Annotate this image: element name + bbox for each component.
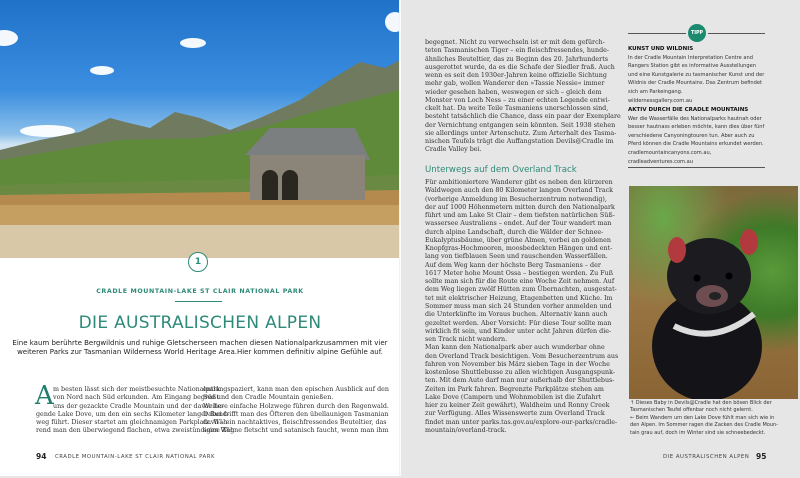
- gutter: [399, 0, 401, 476]
- text-line: wirklich fit sein, und Kinder unter acht Jahren dürfen die-: [425, 327, 612, 335]
- text-line: Lake Dove (Campern und Wohnmobilen ist die Zufahrt: [425, 393, 602, 401]
- text-line: ↑ Dieses Baby in Devils@Cradle hat den bösen Blick der: [630, 400, 772, 406]
- text-line: ckelt hat. Da weite Teile Tasmaniens unerschlossen sind,: [425, 105, 609, 113]
- tipp-box-active: [628, 106, 773, 166]
- text-line: Hier kommen definitiv alpine Gefühle auf.: [236, 348, 383, 357]
- body-column-1: [36, 386, 235, 436]
- text-line: See und den Cradle Mountain genießen.: [203, 394, 334, 402]
- text-line: wassersee Australiens – endet. Auf der Tour wandert man: [425, 220, 612, 228]
- text-line: durch alpine Landschaft, durch die Wälder der Schnee-: [425, 228, 604, 236]
- body-paragraph-1: [425, 39, 621, 155]
- text-line: Monster von Loch Ness – zu einer echten Legende entwi-: [425, 96, 610, 104]
- text-line: seine Zähne fletscht und satanisch faucht, wenn man ihm: [203, 427, 389, 435]
- text-line: Sommer muss man sich 24 Stunden vorher anmelden und: [425, 302, 612, 310]
- tipp-box-art: [628, 45, 773, 105]
- section-heading: Unterwegs auf dem Overland Track: [425, 165, 577, 175]
- text-line: ← Beim Wandern um den Lake Dove fühlt man sich wie in: [630, 414, 775, 421]
- tipp-badge: TIPP: [688, 24, 706, 42]
- chapter-kicker: CRADLE MOUNTAIN-LAKE ST CLAIR NATIONAL PARK: [96, 288, 304, 295]
- text-line: weg führt. Dieser startet am gleichnamigen Parkplatz. Wäh-: [36, 419, 230, 427]
- text-line: gezeltet werden. Aber Vorsicht: Für diese Tour sollte man: [425, 319, 612, 327]
- text-line: Weitere einfache Holzwege führen durch den Regenwald.: [203, 402, 389, 410]
- text-line: sich am Parkeingang.: [628, 88, 683, 95]
- page-title: DIE AUSTRALISCHEN ALPEN: [78, 313, 322, 333]
- text-line: Wer die Wasserfälle des Nationalparks hautnah oder: [628, 115, 762, 122]
- text-line: den Overland Track besichtigen. Vom Besucherzentrum aus: [425, 352, 619, 360]
- running-head-right: DIE AUSTRALISCHEN ALPEN: [663, 454, 750, 460]
- text-line: tet mit elektrischer Heizung, Etagenbetten und Küche. Im: [425, 294, 613, 302]
- text-line: sollte man sich für die Route eine Woche Zeit nehmen. Auf: [425, 278, 615, 286]
- text-line: von Nord nach Süd erkunden. Am Eingang begrüßt: [53, 394, 219, 402]
- tipp-text: [628, 115, 773, 167]
- text-line: führt und am Lake St Clair – dem tiefsten natürlichen Süß-: [425, 212, 615, 220]
- text-line: zur Verfügung. Alles Wissenswerte zum Overland Track: [425, 410, 605, 418]
- text-line: dem Weg liegen zwölf Hütten zum Übernachten, ausgestat-: [425, 286, 617, 294]
- text-line: hier zu keiner Zeit gewährt), Waldheim und Ronny Creek: [425, 402, 610, 410]
- text-line: mountain/overland-track.: [425, 426, 507, 434]
- text-line: der Vernichtung entgangen sein könnten. Seit 1938 stehen: [425, 121, 616, 129]
- page-number-left: 94: [36, 452, 47, 461]
- text-line: Tasmanischen Teufel offenbar noch nicht gelernt.: [630, 407, 753, 414]
- text-line: (vorherige Anmeldung im Besucherzentrum notwendig),: [425, 195, 607, 203]
- text-line: Wildnis der Cradle Mountains. Das Zentrum befindet: [628, 80, 763, 87]
- text-line: uns der gezackte Cradle Mountain und der davor lie-: [53, 402, 224, 410]
- text-line: Pferd können die Cradle Mountains erkundet werden.: [628, 141, 764, 148]
- text-line: wieder gesehen haben, weswegen er sich – gleich dem: [425, 88, 602, 96]
- tipp-divider: [628, 167, 765, 168]
- text-line: m besten lässt sich der meistbesuchte Nationalpark: [53, 386, 221, 393]
- text-line: wildernessgallery.com.au: [628, 97, 693, 104]
- text-line: Eine kaum berührte Bergwildnis und ruhige Gletscherseen machen diesen Nationalpark: [12, 339, 320, 347]
- text-line: mehr gab, wollen Wanderer den »Tassie Nessie« immer: [425, 80, 605, 88]
- text-line: Knopfgras-Hochmooren, moosbedeckten Hängen und ent-: [425, 245, 613, 253]
- text-line: Dabei trifft man des Öfteren den übellaunigen Tasmanian: [203, 410, 389, 418]
- text-line: besser hautnass erleben möchte, kann dies über fünf: [628, 124, 765, 131]
- text-line: Waldwegen auch den 80 Kilometer langen Overland Track: [425, 187, 614, 195]
- drop-cap: A: [35, 381, 54, 411]
- body-paragraph-2: [425, 179, 617, 435]
- text-line: findet man unter parks.tas.gov.au/explore-our-parks/cradle-: [425, 418, 618, 426]
- text-line: Für ambitioniertere Wanderer gibt es neben den kürzeren: [425, 179, 613, 186]
- text-line: cradleadventures.com.au: [628, 158, 693, 165]
- text-line: sie allerdings unter Artenschutz. Zum Arterhalt des Tasma-: [425, 129, 617, 137]
- text-line: verschiedene Canyoningtouren tun. Aber auch zu: [628, 132, 755, 139]
- text-line: den Alpen. Im Sommer ragen die Zacken des Cradle Moun-: [630, 422, 778, 429]
- text-line: begegnet. Nicht zu verwechseln ist er mit dem gefürch-: [425, 39, 605, 46]
- kicker-divider: [175, 301, 222, 302]
- text-line: In der Cradle Mountain Interpretation Centre and: [628, 54, 753, 61]
- tipp-title: KUNST UND WILDNIS: [628, 46, 694, 52]
- text-line: lang von tiefblauen Seen und rauschenden Wasserfällen.: [425, 253, 608, 261]
- body-column-2: [203, 386, 389, 436]
- text-line: besteht tatsächlich die Chance, dass ein paar der Exemplare: [425, 113, 621, 121]
- tasmanian-devil-photo: [629, 186, 798, 399]
- text-line: kostenlose Shuttlebusse zu allen wichtigen Ausgangspunk-: [425, 369, 616, 377]
- text-line: tain grau auf, doch im Winter sind sie schneebedeckt.: [630, 429, 766, 436]
- text-line: fahren von November bis März sieben Tage in der Woche: [425, 360, 610, 368]
- text-line: Rangers Station gibt es informative Ausstellungen: [628, 63, 757, 70]
- text-line: gende Lake Dove, um den ein sechs Kilometer langer Rund-: [36, 410, 230, 418]
- text-line: ten. Mit dem Auto darf man nur außerhalb der Shuttlebus-: [425, 377, 615, 385]
- tipp-text: [628, 54, 773, 106]
- photo-caption: [630, 400, 778, 437]
- text-line: wenn es seit den 1930er-Jahren keine offizielle Sichtung: [425, 72, 607, 80]
- text-line: entlangspaziert, kann man den epischen Ausblick auf den: [203, 386, 389, 393]
- text-line: Eukalyptusbäume, über grüne Almen, vorbei an goldenen: [425, 236, 611, 244]
- text-line: sen Track nicht wandern.: [425, 336, 508, 344]
- running-head-left: CRADLE MOUNTAIN-LAKE ST CLAIR NATIONAL PARK: [55, 454, 216, 460]
- text-line: Man kann den Nationalpark aber auch wunderbar ohne: [425, 344, 605, 352]
- text-line: die Unterkünfte im Voraus buchen. Alternativ kann auch: [425, 311, 608, 319]
- chapter-number-badge: 1: [188, 252, 208, 272]
- text-line: Cradle Valley bei.: [425, 146, 482, 154]
- text-line: Zeiten im Park fahren. Begrenzte Parkplätze stehen am: [425, 385, 604, 393]
- text-line: der auf 1000 Höhenmetern mitten durch den Nationalpark: [425, 203, 615, 211]
- text-line: 1617 Meter hohe Mount Ossa – bestiegen werden. Zu Fuß: [425, 269, 613, 277]
- tipp-title: AKTIV DURCH DIE CRADLE MOUNTAINS: [628, 107, 749, 113]
- left-page: [0, 0, 400, 476]
- text-line: rend man den überwiegend flachen, etwa zweistündigen Weg: [36, 427, 235, 435]
- tipp-rule-left: [628, 33, 686, 34]
- text-line: zusammen mit vier weiteren Parks zur Tasmanian Wilderness World Heritage Area.: [17, 339, 388, 357]
- text-line: ähnliches Beuteltier, das zu Beginn des 20. Jahrhunderts: [425, 55, 609, 63]
- text-line: nischen Teufels trägt die Auffangstation Devils@Cradle im: [425, 138, 614, 146]
- text-line: ausgerottet wurde, da es die Schafe der Siedler fraß. Auch: [425, 63, 615, 71]
- text-line: teten Tasmanischen Tiger – ein fleischfressendes, hunde-: [425, 47, 610, 55]
- text-line: devil – ein nachtaktives, fleischfressendes Beuteltier, das: [203, 419, 387, 427]
- page-number-right: 95: [756, 452, 767, 461]
- cradle-mountain-boathouse-photo: [0, 0, 400, 258]
- text-line: Auf dem Weg kann der höchste Berg Tasmaniens – der: [425, 261, 601, 269]
- text-line: und eine Kunstgalerie zu tasmanischer Kunst und der: [628, 71, 765, 78]
- tipp-rule-right: [708, 33, 765, 34]
- text-line: cradlemountaincanyons.com.au,: [628, 149, 712, 156]
- intro-text: [0, 339, 400, 357]
